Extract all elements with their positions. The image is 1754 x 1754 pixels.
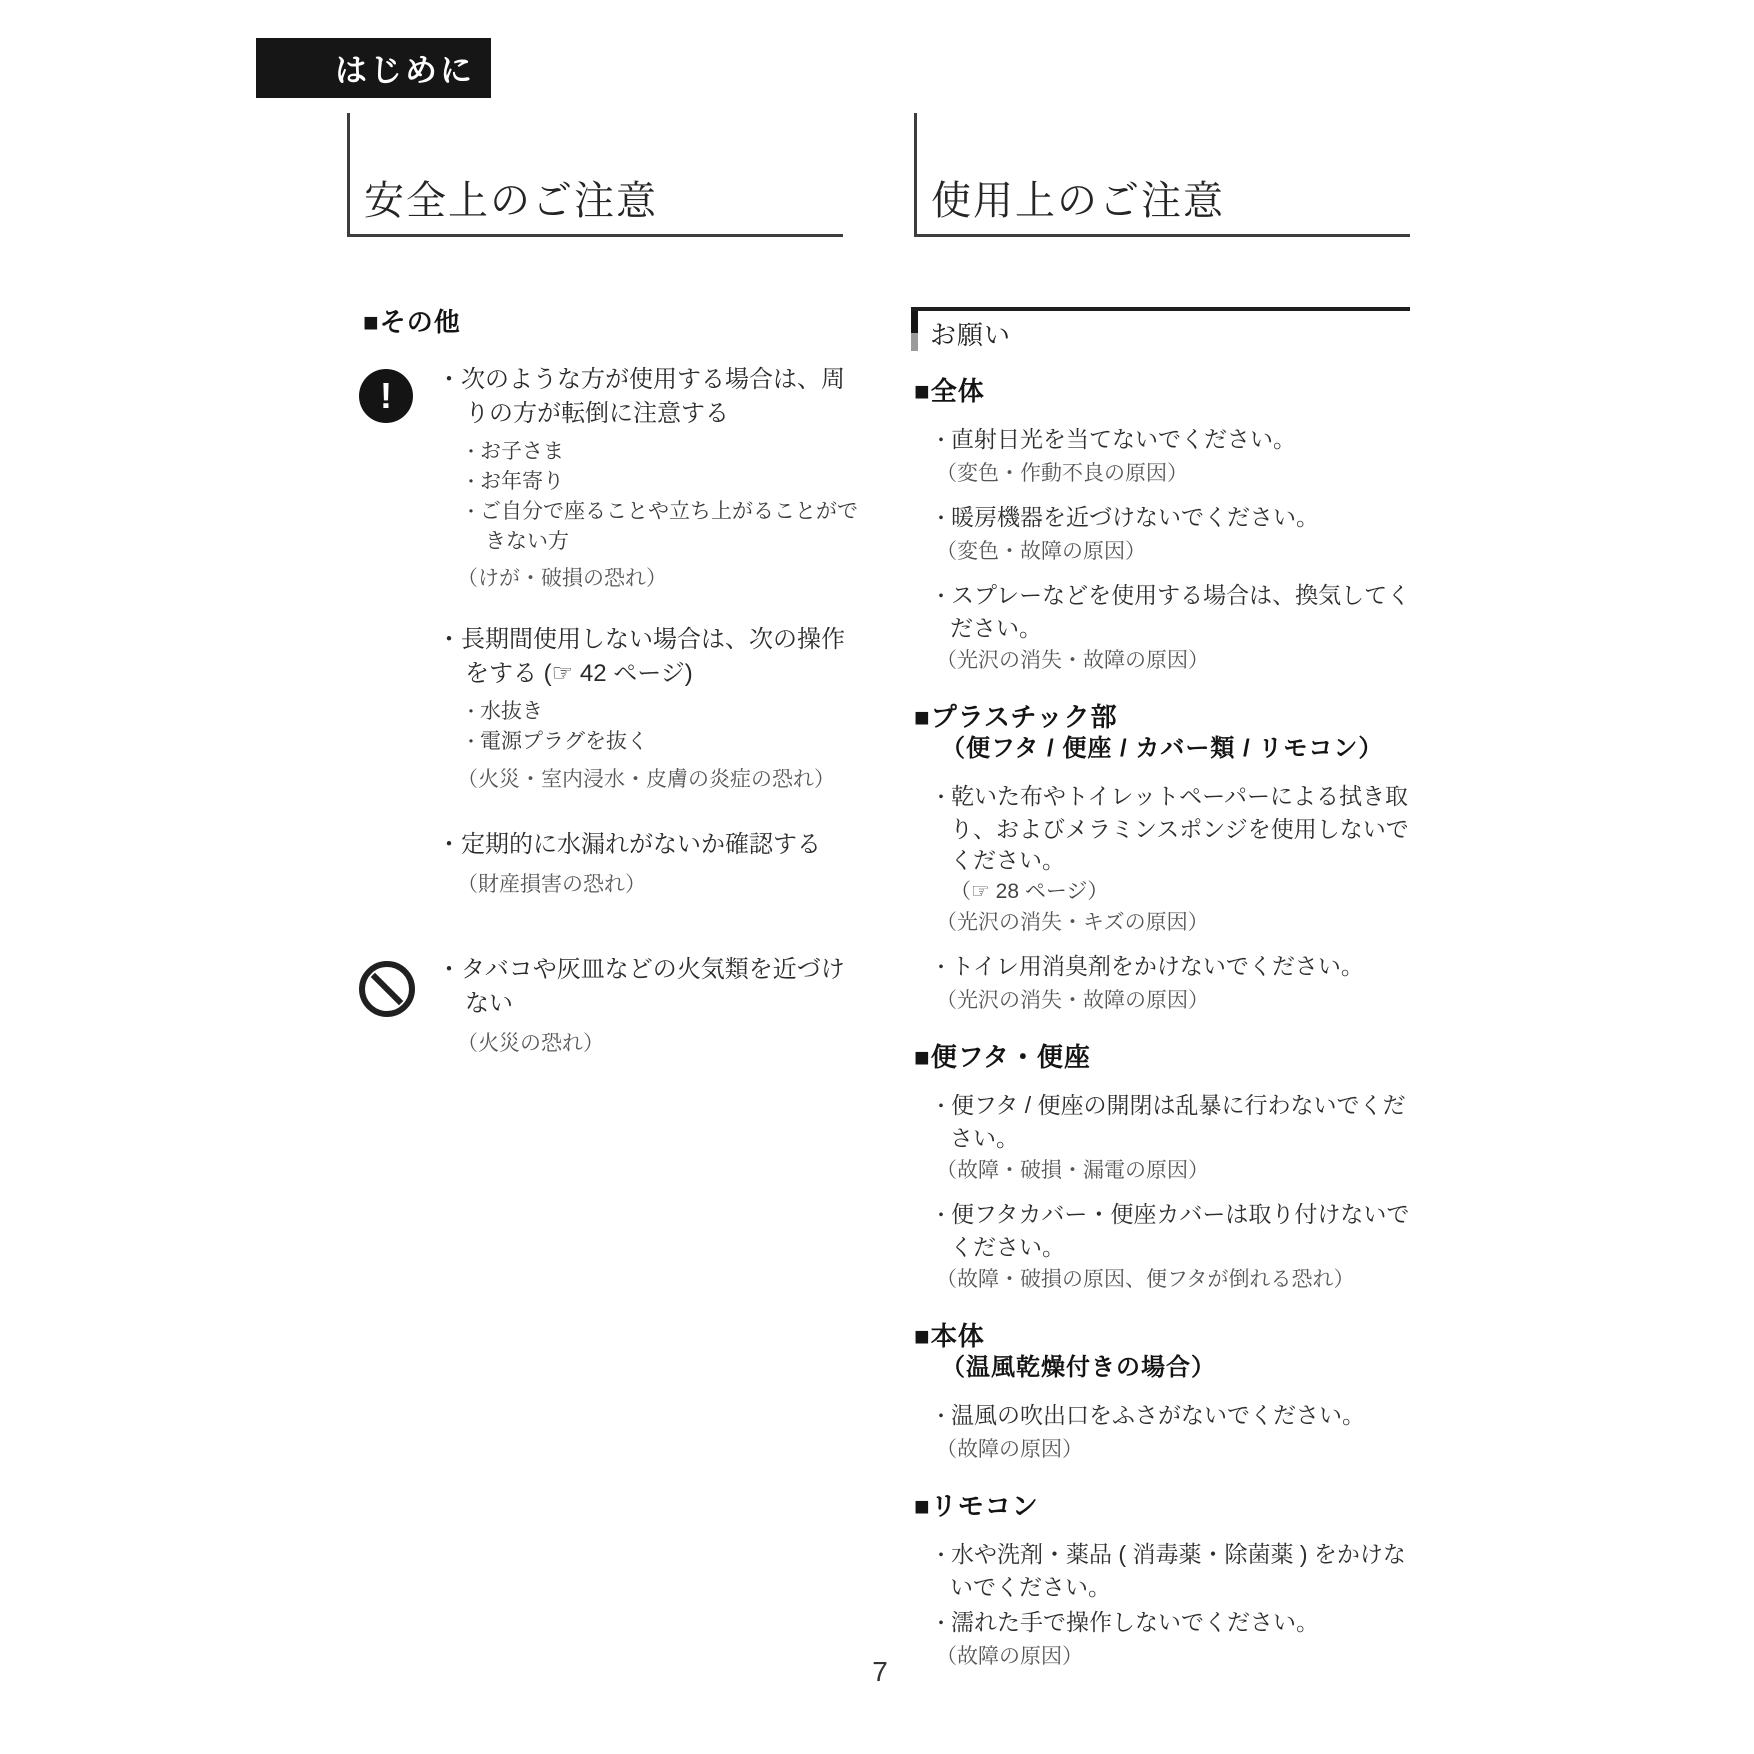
list-item: ・ スプレーなどを使用する場合は、換気してください。 <box>914 580 1414 644</box>
list-item: ・ 直射日光を当てないでください。 <box>914 424 1414 457</box>
sub-list <box>437 437 862 556</box>
note-text: （財産損害の恐れ） <box>457 873 646 896</box>
onegai-banner <box>911 307 1410 352</box>
icon-column <box>347 363 437 899</box>
note-text: （光沢の消失・故障の原因） <box>936 989 1209 1012</box>
list-item: ・ 温風の吹出口をふさがないでください。 <box>914 1400 1414 1433</box>
note-text: （火災の恐れ） <box>457 1032 604 1055</box>
section-heading-other: ■その他 <box>363 307 461 337</box>
prohibition-group <box>347 953 862 1058</box>
section-hontai <box>914 1320 1414 1464</box>
note-text: （変色・作動不良の原因） <box>936 462 1188 485</box>
section-heading: ■プラスチック部 <box>914 702 1118 732</box>
section-heading: ■全体 <box>914 376 985 406</box>
safety-body <box>347 302 862 1058</box>
ref-text: （☞ 28 ページ） <box>950 880 1109 903</box>
chapter-tab: はじめに <box>256 38 491 98</box>
list-item: ・ 暖房機器を近づけないでください。 <box>914 502 1414 535</box>
list-item: ・ 乾いた布やトイレットペーパーによる拭き取り、およびメラミンスポンジを使用しないでください。 <box>914 781 1414 876</box>
list-item: ・ 長期間使用しない場合は、次の操作をする (☞ 42 ページ) <box>437 623 862 691</box>
list-item: ・ タバコや灰皿などの火気類を近づけない <box>437 953 862 1021</box>
section-heading: ■本体 <box>914 1321 985 1351</box>
section-plastic <box>914 701 1414 1015</box>
note-text: （故障の原因） <box>936 1438 1083 1461</box>
list-item: ・ 次のような方が使用する場合は、周りの方が転倒に注意する <box>437 363 862 431</box>
list-item: ・ トイレ用消臭剤をかけないでください。 <box>914 951 1414 984</box>
section-heading: ■便フタ・便座 <box>914 1042 1091 1072</box>
safety-title: 安全上のご注意 <box>364 179 658 223</box>
usage-section-header <box>914 113 1410 237</box>
onegai-accent-bar <box>911 311 918 351</box>
page-number: 7 <box>872 1656 888 1687</box>
list-item: ・ 水や洗剤・薬品 ( 消毒薬・除菌薬 ) をかけないでください。 <box>914 1539 1414 1603</box>
section-zentai <box>914 375 1414 675</box>
note-text: （光沢の消失・故障の原因） <box>936 649 1209 672</box>
prohibition-icon <box>359 961 415 1017</box>
note-text: （変色・故障の原因） <box>936 540 1146 563</box>
sub-list-item: ・ お子さま <box>437 437 862 467</box>
sub-list-item: ・ 水抜き <box>437 697 862 727</box>
usage-body <box>914 375 1414 1671</box>
note-text: （故障・破損・漏電の原因） <box>936 1159 1209 1182</box>
note-text: （故障・破損の原因、便フタが倒れる恐れ） <box>936 1268 1355 1291</box>
attention-group <box>347 363 862 899</box>
list-item: ・ 濡れた手で操作しないでください。 <box>914 1607 1414 1640</box>
section-remocon <box>914 1490 1414 1671</box>
note-text: （光沢の消失・キズの原因） <box>936 911 1209 934</box>
attention-icon: ! <box>359 369 413 423</box>
icon-column <box>347 953 437 1058</box>
sub-list-item: ・ 電源プラグを抜く <box>437 727 862 757</box>
note-text: （故障の原因） <box>936 1645 1083 1668</box>
attention-items <box>437 363 862 899</box>
safety-section-header <box>347 113 843 237</box>
section-subheading: （温風乾燥付きの場合） <box>941 1354 1216 1381</box>
sub-list-item: ・ ご自分で座ることや立ち上がることができない方 <box>437 497 862 556</box>
section-subheading: （便フタ / 便座 / カバー類 / リモコン） <box>941 735 1384 762</box>
sub-list <box>437 697 862 757</box>
sub-list-item: ・ お年寄り <box>437 467 862 497</box>
note-text: （火災・室内浸水・皮膚の炎症の恐れ） <box>457 768 835 791</box>
list-item: ・ 便フタ / 便座の開閉は乱暴に行わないでください。 <box>914 1090 1414 1154</box>
onegai-label: お願い <box>930 320 1012 350</box>
prohibition-items <box>437 953 862 1058</box>
list-item: ・ 便フタカバー・便座カバーは取り付けないでください。 <box>914 1199 1414 1263</box>
note-text: （けが・破損の恐れ） <box>457 567 667 590</box>
section-benfuta-benza <box>914 1041 1414 1294</box>
usage-title: 使用上のご注意 <box>931 179 1225 223</box>
section-heading: ■リモコン <box>914 1491 1039 1521</box>
list-item: ・ 定期的に水漏れがないか確認する <box>437 828 862 862</box>
